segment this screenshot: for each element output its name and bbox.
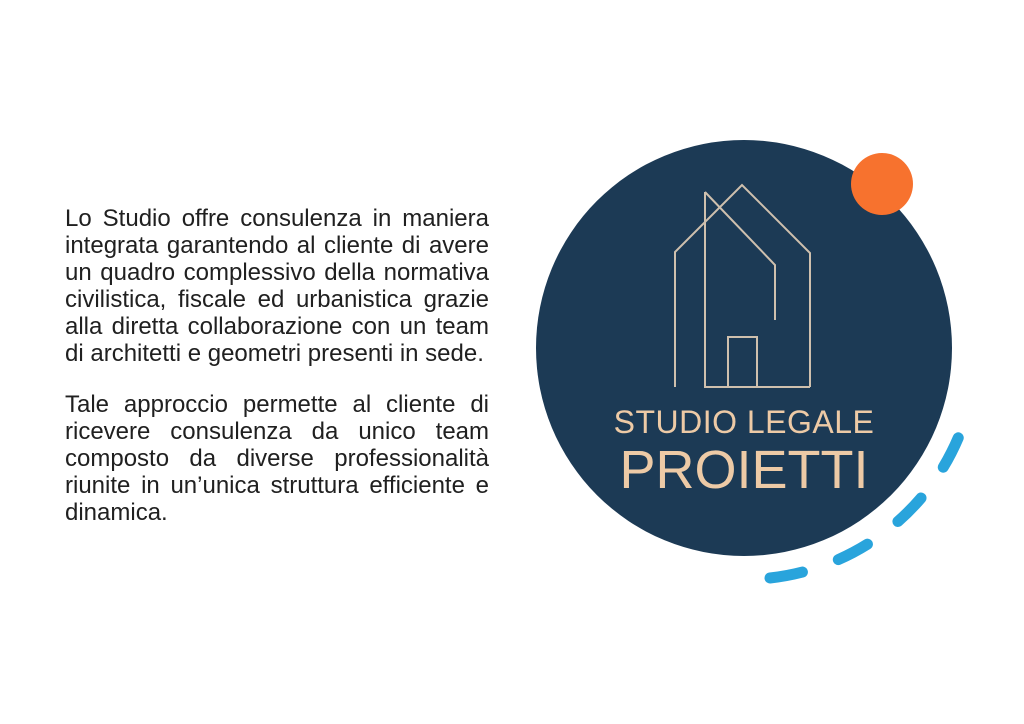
intro-line: Lo Studio offre consulenza in maniera: [65, 205, 489, 232]
approach-line: ricevere consulenza da unico team: [65, 418, 489, 445]
brand-subtitle: STUDIO LEGALE: [613, 404, 875, 440]
intro-line: un quadro complessivo della normativa: [65, 259, 489, 286]
approach-line: Tale approccio permette al cliente di: [65, 391, 489, 418]
approach-line: riunite in un’unica struttura efficiente e: [65, 472, 489, 499]
intro-line: alla diretta collaborazione con un team: [65, 313, 489, 340]
approach-line: composto da diverse professionalità: [65, 445, 489, 472]
intro-line: integrata garantendo al cliente di avere: [65, 232, 489, 259]
orange-dot-decoration: [851, 153, 913, 215]
intro-line: di architetti e geometri presenti in sede.: [65, 340, 484, 367]
approach-line: dinamica.: [65, 499, 168, 526]
intro-line: civilistica, fiscale ed urbanistica grazie: [65, 286, 489, 313]
brand-name: PROIETTI: [619, 440, 869, 500]
